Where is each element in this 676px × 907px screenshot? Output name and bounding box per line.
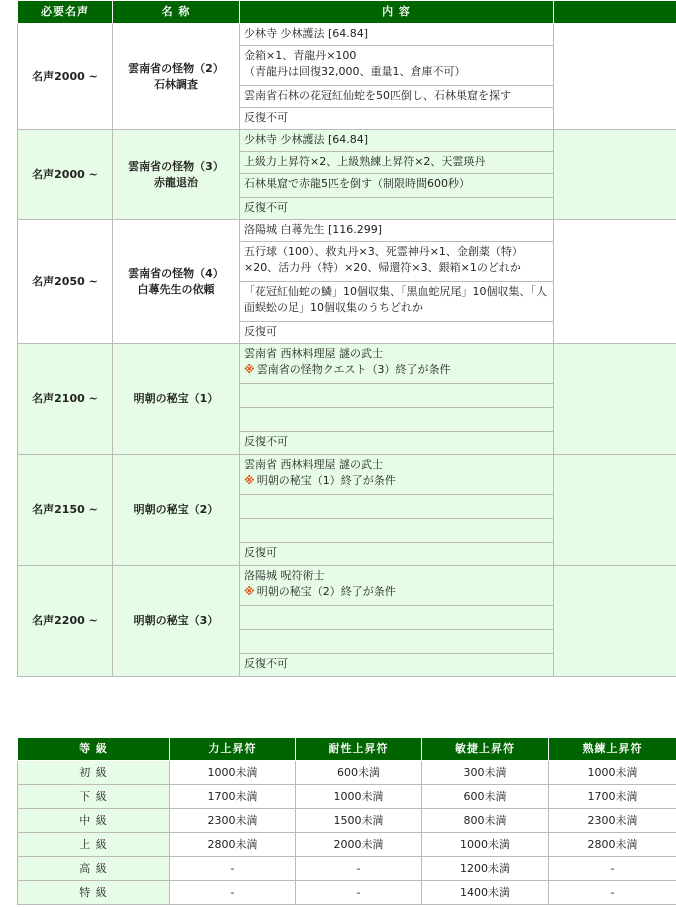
quest-content-text-cont: 面蜈蚣の足」10個収集のうちどれか xyxy=(244,301,423,314)
header-grade: 等 級 xyxy=(18,738,170,761)
quest-content-cell xyxy=(240,46,554,86)
quest-content-cell xyxy=(240,174,554,198)
grade-value: 1400未満 xyxy=(422,881,549,905)
quest-content-text: 反復可 xyxy=(244,325,277,338)
quest-extra-cell xyxy=(554,130,676,220)
grade-label: 下 級 xyxy=(18,785,170,809)
quest-content-cell xyxy=(240,322,554,344)
quest-content-cell xyxy=(240,344,554,384)
grade-value: 1000未満 xyxy=(170,761,296,785)
quest-fame: 名声2100 ~ xyxy=(18,344,113,455)
grade-value: 2800未満 xyxy=(170,833,296,857)
grade-value: 1000未満 xyxy=(422,833,549,857)
header-endurance-talisman: 耐性上昇符 xyxy=(296,738,422,761)
grade-label: 初 級 xyxy=(18,761,170,785)
grade-value: 1200未満 xyxy=(422,857,549,881)
grade-value: 2000未満 xyxy=(296,833,422,857)
grade-row xyxy=(18,761,676,785)
quest-content-cell xyxy=(240,543,554,566)
grade-label: 特 級 xyxy=(18,881,170,905)
quest-condition-note xyxy=(244,473,549,489)
quest-name-line1: 雲南省の怪物（4） xyxy=(128,266,224,280)
quest-content-cell xyxy=(240,566,554,606)
grade-value: 1700未満 xyxy=(549,785,676,809)
quest-content-cell xyxy=(240,408,554,432)
quest-content-text-cont: （青龍丹は回復32,000、重量1、倉庫不可） xyxy=(244,65,466,78)
quest-condition-note xyxy=(244,584,549,600)
grade-row xyxy=(18,785,676,809)
quest-content-cell xyxy=(240,495,554,519)
header-required-fame: 必要名声 xyxy=(18,1,113,24)
quest-fame: 名声2000 ~ xyxy=(18,24,113,130)
grade-table xyxy=(17,737,676,905)
quest-content-cell xyxy=(240,630,554,654)
quest-condition-text: 明朝の秘宝（2）終了が条件 xyxy=(256,585,396,598)
quest-row xyxy=(18,455,676,495)
quest-name-line2: 石林調査 xyxy=(154,77,198,91)
quest-fame: 名声2150 ~ xyxy=(18,455,113,566)
quest-name xyxy=(113,344,240,455)
header-agility-talisman: 敏捷上昇符 xyxy=(422,738,549,761)
grade-label: 中 級 xyxy=(18,809,170,833)
quest-content-text: 反復不可 xyxy=(244,657,288,670)
quest-row xyxy=(18,220,676,242)
quest-extra-cell xyxy=(554,566,676,677)
quest-header-row xyxy=(18,1,676,24)
quest-content-cell xyxy=(240,108,554,130)
note-mark-icon: ※ xyxy=(244,363,255,376)
grade-value: 600未満 xyxy=(422,785,549,809)
quest-content-cell xyxy=(240,198,554,220)
grade-value: - xyxy=(296,881,422,905)
header-name: 名 称 xyxy=(113,1,240,24)
header-power-talisman: 力上昇符 xyxy=(170,738,296,761)
quest-extra-cell xyxy=(554,344,676,455)
quest-condition-text: 雲南省の怪物クエスト（3）終了が条件 xyxy=(256,363,451,376)
quest-row xyxy=(18,130,676,152)
quest-fame: 名声2000 ~ xyxy=(18,130,113,220)
note-mark-icon: ※ xyxy=(244,585,255,598)
grade-label: 高 級 xyxy=(18,857,170,881)
quest-content-cell xyxy=(240,519,554,543)
quest-content-text: 五行球（100）、救丸丹×3、死霊神丹×1、金創薬（特） xyxy=(244,245,523,258)
quest-name xyxy=(113,220,240,344)
quest-content-text: 反復不可 xyxy=(244,111,288,124)
grade-row xyxy=(18,833,676,857)
quest-content-cell xyxy=(240,384,554,408)
quest-fame: 名声2200 ~ xyxy=(18,566,113,677)
quest-content-text-cont: ×20、活力丹（特）×20、帰還符×3、銀箱×1のどれか xyxy=(244,261,521,274)
grade-row xyxy=(18,809,676,833)
grade-value: 1000未満 xyxy=(549,761,676,785)
quest-content-cell xyxy=(240,432,554,455)
quest-name-line2: 赤龍退治 xyxy=(154,175,198,189)
quest-row xyxy=(18,344,676,384)
quest-content-text: 少林寺 少林護法 [64.84] xyxy=(244,133,369,146)
grade-value: 1000未満 xyxy=(296,785,422,809)
grade-header-row xyxy=(18,738,676,761)
quest-content-text: 反復不可 xyxy=(244,435,288,448)
quest-content-cell xyxy=(240,242,554,282)
grade-label: 上 級 xyxy=(18,833,170,857)
grade-value: - xyxy=(296,857,422,881)
quest-content-text: 石林巣窟で赤龍5匹を倒す（制限時間600秒） xyxy=(244,177,470,190)
quest-content-text: 少林寺 少林護法 [64.84] xyxy=(244,27,369,40)
grade-value: - xyxy=(549,881,676,905)
grade-value: 600未満 xyxy=(296,761,422,785)
quest-content-text: 雲南省 西林料理屋 謎の武士 xyxy=(244,458,383,471)
header-content: 内 容 xyxy=(240,1,554,24)
quest-name xyxy=(113,130,240,220)
quest-row xyxy=(18,24,676,46)
quest-extra-cell xyxy=(554,220,676,344)
grade-value: - xyxy=(549,857,676,881)
quest-table xyxy=(17,0,676,677)
quest-name xyxy=(113,566,240,677)
quest-content-cell xyxy=(240,654,554,677)
quest-name-line1: 雲南省の怪物（2） xyxy=(128,61,224,75)
quest-condition-text: 明朝の秘宝（1）終了が条件 xyxy=(256,474,396,487)
grade-value: 300未満 xyxy=(422,761,549,785)
grade-value: 800未満 xyxy=(422,809,549,833)
quest-content-text: 雲南省石林の花冠紅仙蛇を50匹倒し、石林巣窟を探す xyxy=(244,89,511,102)
quest-content-text: 洛陽城 白蕁先生 [116.299] xyxy=(244,223,383,236)
grade-value: 1700未満 xyxy=(170,785,296,809)
grade-row xyxy=(18,881,676,905)
quest-content-cell xyxy=(240,130,554,152)
grade-value: 1500未満 xyxy=(296,809,422,833)
quest-content-text: 反復不可 xyxy=(244,201,288,214)
quest-fame: 名声2050 ~ xyxy=(18,220,113,344)
quest-content-text: 洛陽城 呪符術士 xyxy=(244,569,325,582)
quest-name-line1: 明朝の秘宝（2） xyxy=(133,503,219,516)
quest-name-line1: 雲南省の怪物（3） xyxy=(128,159,224,173)
quest-content-cell xyxy=(240,455,554,495)
quest-content-cell xyxy=(240,86,554,108)
quest-content-text: 反復可 xyxy=(244,546,277,559)
quest-content-text: 上級力上昇符×2、上級熟練上昇符×2、天霊瑛丹 xyxy=(244,155,486,168)
grade-value: - xyxy=(170,881,296,905)
quest-condition-note xyxy=(244,362,549,378)
quest-content-cell xyxy=(240,220,554,242)
grade-value: 2300未満 xyxy=(170,809,296,833)
quest-name xyxy=(113,24,240,130)
header-blank xyxy=(554,1,676,24)
quest-content-cell xyxy=(240,152,554,174)
quest-content-text: 雲南省 西林料理屋 謎の武士 xyxy=(244,347,383,360)
quest-content-text: 「花冠紅仙蛇の鱗」10個収集、「黒血蛇尻尾」10個収集、「人 xyxy=(244,285,547,298)
grade-value: 2300未満 xyxy=(549,809,676,833)
grade-row xyxy=(18,857,676,881)
quest-name-line1: 明朝の秘宝（1） xyxy=(133,392,219,405)
quest-name-line2: 白蕁先生の依頼 xyxy=(137,282,215,296)
quest-name xyxy=(113,455,240,566)
note-mark-icon: ※ xyxy=(244,474,255,487)
header-skill-talisman: 熟練上昇符 xyxy=(549,738,676,761)
quest-extra-cell xyxy=(554,455,676,566)
quest-content-cell xyxy=(240,606,554,630)
quest-content-cell xyxy=(240,282,554,322)
quest-extra-cell xyxy=(554,24,676,130)
grade-value: - xyxy=(170,857,296,881)
quest-content-cell xyxy=(240,24,554,46)
quest-content-text: 金箱×1、青龍丹×100 xyxy=(244,49,357,62)
quest-row xyxy=(18,566,676,606)
grade-value: 2800未満 xyxy=(549,833,676,857)
quest-name-line1: 明朝の秘宝（3） xyxy=(133,614,219,627)
